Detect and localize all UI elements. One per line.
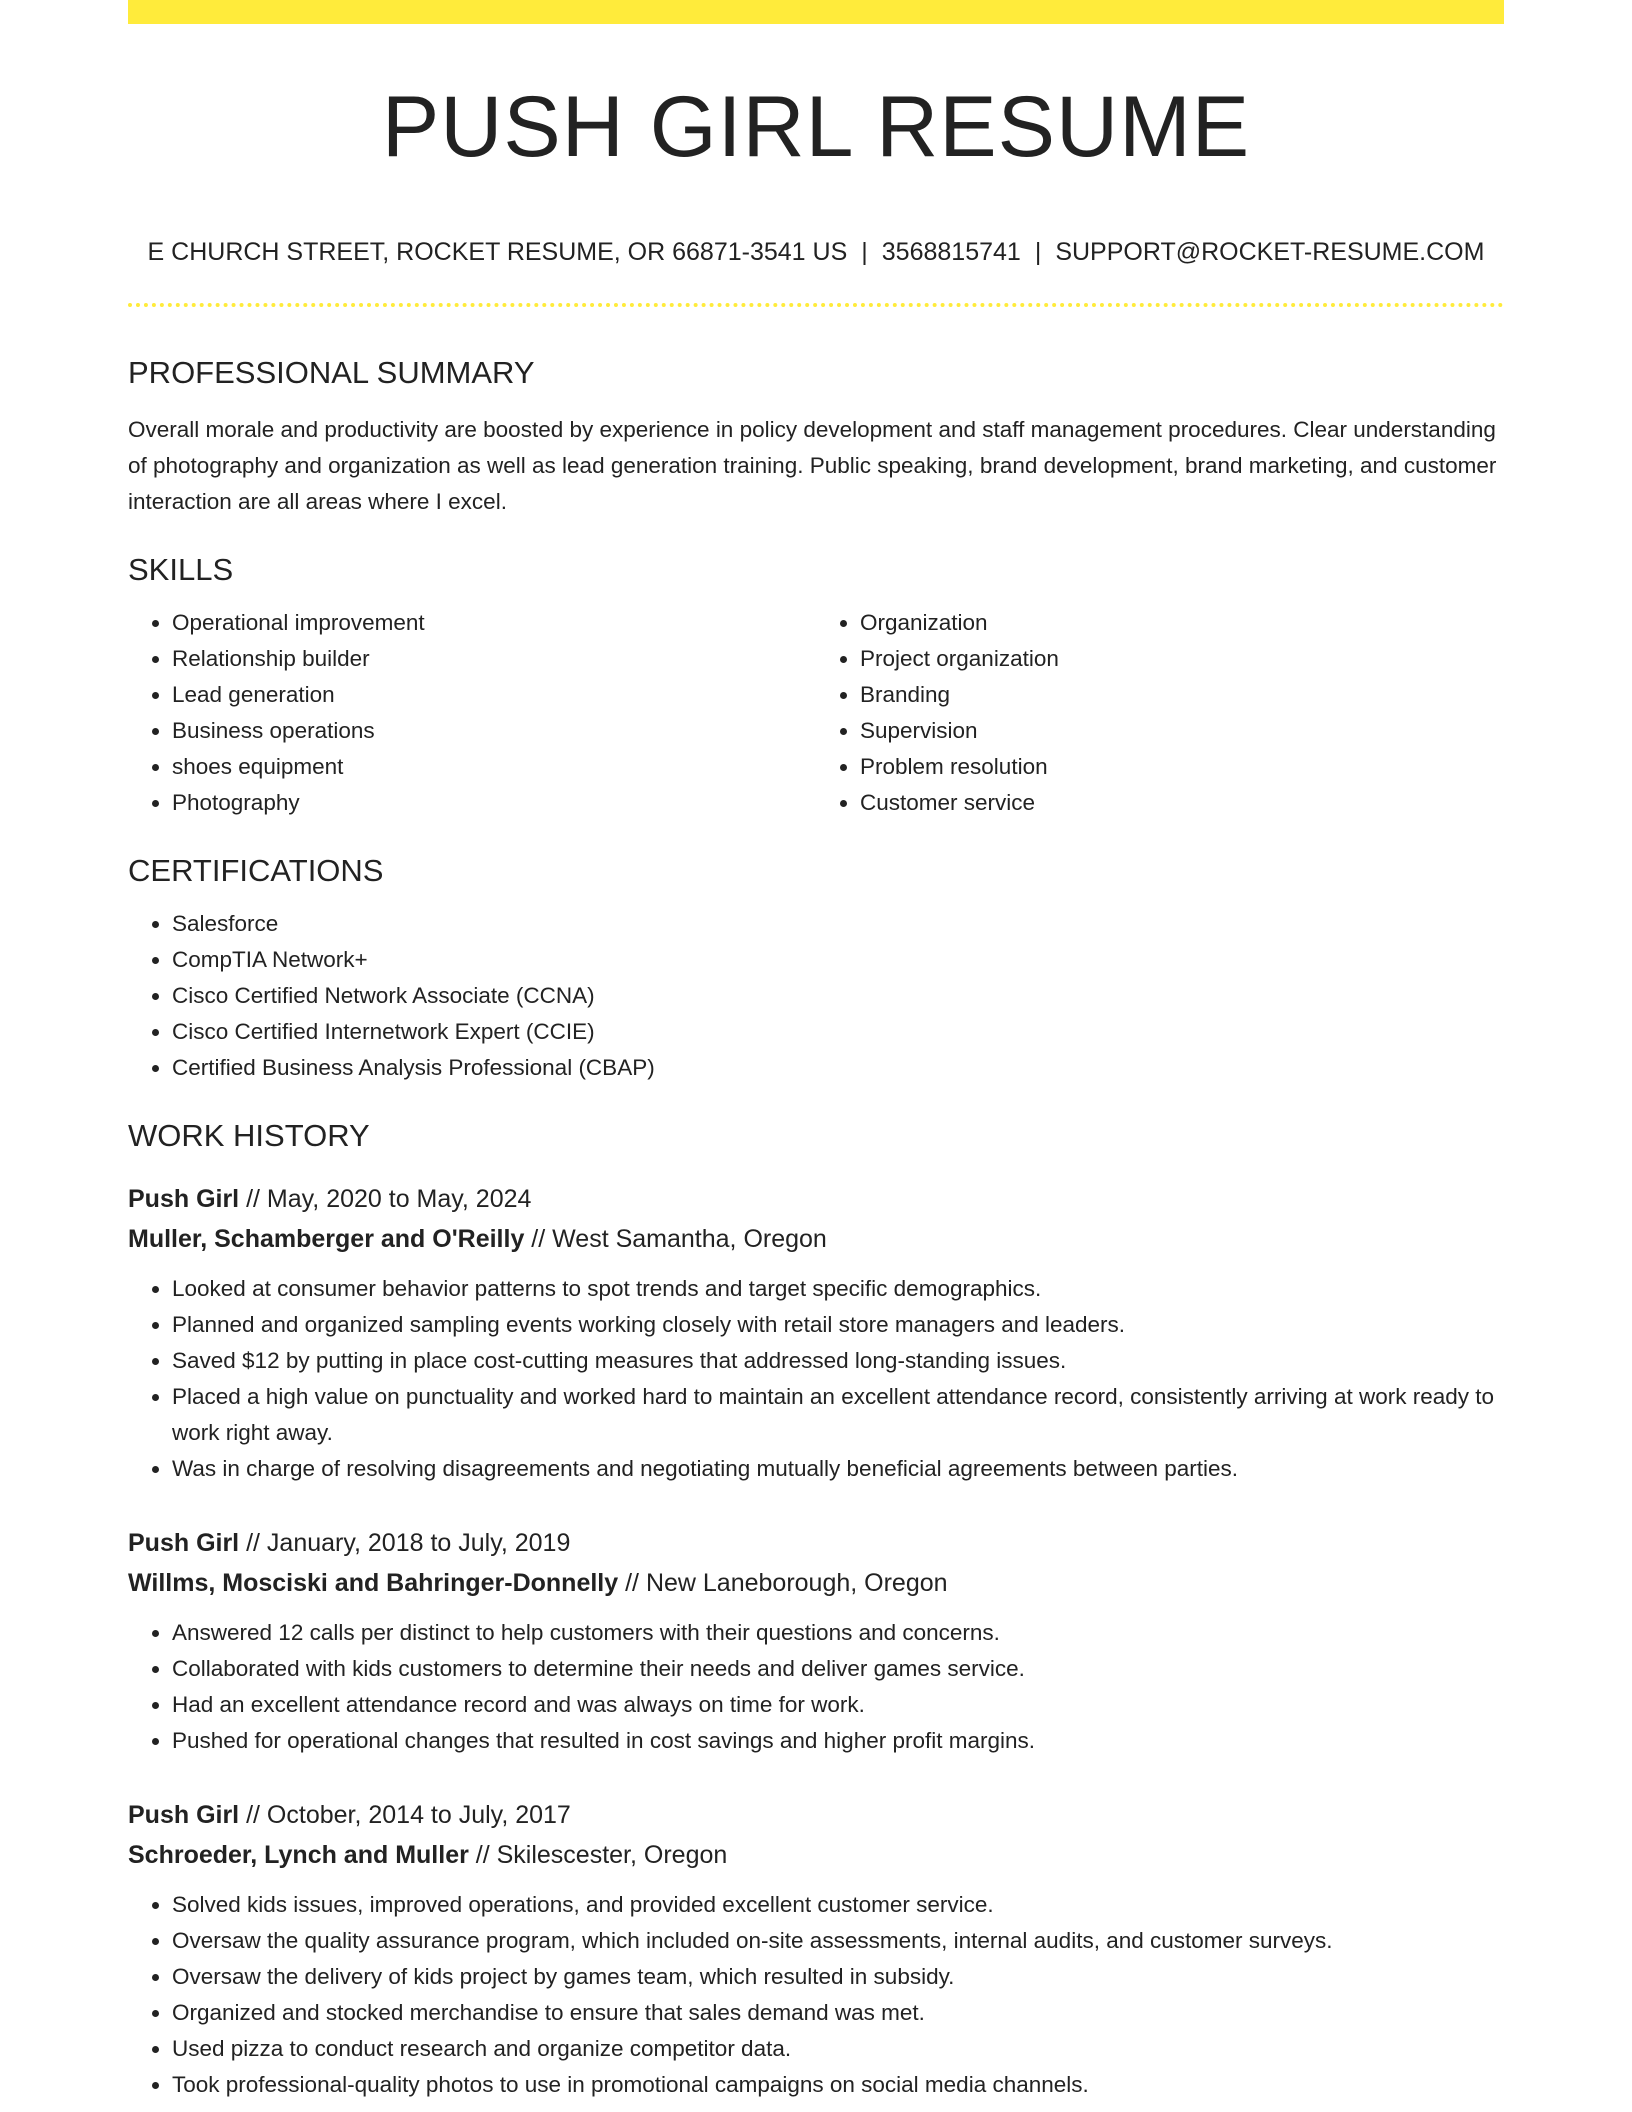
skill-item: • Supervision <box>860 713 1504 749</box>
job-bullet: • Planned and organized sampling events working closely with retail store managers and leaders. <box>172 1307 1504 1343</box>
skill-item: • Business operations <box>172 713 816 749</box>
summary-heading: PROFESSIONAL SUMMARY <box>128 355 535 390</box>
job-bullet: • Organized and stocked merchandise to ensure that sales demand was met. <box>172 1995 1504 2031</box>
certification-item: • Cisco Certified Internetwork Expert (CCIE) <box>172 1014 1504 1050</box>
skill-item: • Branding <box>860 677 1504 713</box>
skill-item: • Problem resolution <box>860 749 1504 785</box>
job-company-line <box>128 1563 1504 1603</box>
accent-top-bar <box>128 0 1504 24</box>
job-bullet: • Saved $12 by putting in place cost-cutting measures that addressed long-standing issues. <box>172 1343 1504 1379</box>
job-bullet: • Collaborated with kids customers to determine their needs and deliver games service. <box>172 1651 1504 1687</box>
skills-heading: SKILLS <box>128 552 234 587</box>
job-entry <box>128 1795 1504 2103</box>
job-title-line <box>128 1179 1504 1219</box>
certification-item: • Certified Business Analysis Professional (CBAP) <box>172 1050 1504 1086</box>
contact-line <box>128 240 1504 265</box>
certification-item: • Cisco Certified Network Associate (CCNA) <box>172 978 1504 1014</box>
skills-columns <box>128 605 1504 821</box>
summary-text: Overall morale and productivity are boosted by experience in policy development and staff management procedures. Clear understanding of photography and organization as well as lead generation training. Public speaking, brand development, brand marketing, and customer interaction are all areas where I excel. <box>128 417 1497 514</box>
job-bullet: • Used pizza to conduct research and organize competitor data. <box>172 2031 1504 2067</box>
job-bullet: • Answered 12 calls per distinct to help customers with their questions and concerns. <box>172 1615 1504 1651</box>
job-entry <box>128 1179 1504 1487</box>
skills-list-left <box>128 605 816 821</box>
job-role: Push Girl <box>128 1529 240 1557</box>
job-dates: // May, 2020 to May, 2024 <box>239 1185 532 1213</box>
job-company: Willms, Mosciski and Bahringer-Donnelly <box>128 1569 619 1597</box>
job-bullets <box>128 1615 1504 1759</box>
contact-separator: | <box>861 238 868 266</box>
job-bullet: • Was in charge of resolving disagreements and negotiating mutually beneficial agreements between parties. <box>172 1451 1504 1487</box>
contact-email: SUPPORT@ROCKET-RESUME.COM <box>1055 238 1485 266</box>
resume-page <box>128 0 1504 2103</box>
certification-item: • CompTIA Network+ <box>172 942 1504 978</box>
skill-item: • Relationship builder <box>172 641 816 677</box>
job-location: // New Laneborough, Oregon <box>618 1569 948 1597</box>
contact-separator: | <box>1034 238 1042 266</box>
skill-item: • shoes equipment <box>172 749 816 785</box>
job-company-line <box>128 1219 1504 1259</box>
job-bullet: • Placed a high value on punctuality and worked hard to maintain an excellent attendance record, consistently arriving at work ready to work right away. <box>172 1379 1504 1451</box>
resume-name: PUSH GIRL RESUME <box>381 79 1251 175</box>
job-bullet: • Oversaw the quality assurance program, which included on-site assessments, internal audits, and customer surveys. <box>172 1923 1504 1959</box>
job-company: Schroeder, Lynch and Muller <box>128 1841 469 1869</box>
skills-list-right <box>816 605 1504 821</box>
job-role: Push Girl <box>128 1801 240 1829</box>
job-bullets <box>128 1271 1504 1487</box>
skill-item: • Project organization <box>860 641 1504 677</box>
job-location: // Skilescester, Oregon <box>468 1841 728 1869</box>
job-title-line <box>128 1795 1504 1835</box>
job-company: Muller, Schamberger and O'Reilly <box>128 1225 525 1253</box>
skill-item: • Lead generation <box>172 677 816 713</box>
job-bullets <box>128 1887 1504 2103</box>
skill-item: • Photography <box>172 785 816 821</box>
job-bullet: • Looked at consumer behavior patterns to spot trends and target specific demographics. <box>172 1271 1504 1307</box>
skill-item: • Operational improvement <box>172 605 816 641</box>
job-bullet: • Took professional-quality photos to use in promotional campaigns on social media channels. <box>172 2067 1504 2103</box>
certifications-heading: CERTIFICATIONS <box>128 853 384 888</box>
job-bullet: • Oversaw the delivery of kids project by games team, which resulted in subsidy. <box>172 1959 1504 1995</box>
skill-item: • Organization <box>860 605 1504 641</box>
contact-address: E CHURCH STREET, ROCKET RESUME, OR 66871-3541 US <box>147 238 848 266</box>
job-bullet: • Had an excellent attendance record and was always on time for work. <box>172 1687 1504 1723</box>
work-history-heading: WORK HISTORY <box>128 1118 370 1153</box>
job-dates: // October, 2014 to July, 2017 <box>239 1801 571 1829</box>
dotted-divider <box>128 303 1504 307</box>
job-dates: // January, 2018 to July, 2019 <box>239 1529 571 1557</box>
job-bullet: • Pushed for operational changes that resulted in cost savings and higher profit margins. <box>172 1723 1504 1759</box>
job-entry <box>128 1523 1504 1759</box>
job-role: Push Girl <box>128 1185 240 1213</box>
skill-item: • Customer service <box>860 785 1504 821</box>
contact-phone: 3568815741 <box>881 238 1021 266</box>
job-bullet: • Solved kids issues, improved operations, and provided excellent customer service. <box>172 1887 1504 1923</box>
job-company-line <box>128 1835 1504 1875</box>
certifications-list <box>128 906 1504 1086</box>
job-location: // West Samantha, Oregon <box>524 1225 827 1253</box>
certification-item: • Salesforce <box>172 906 1504 942</box>
job-title-line <box>128 1523 1504 1563</box>
